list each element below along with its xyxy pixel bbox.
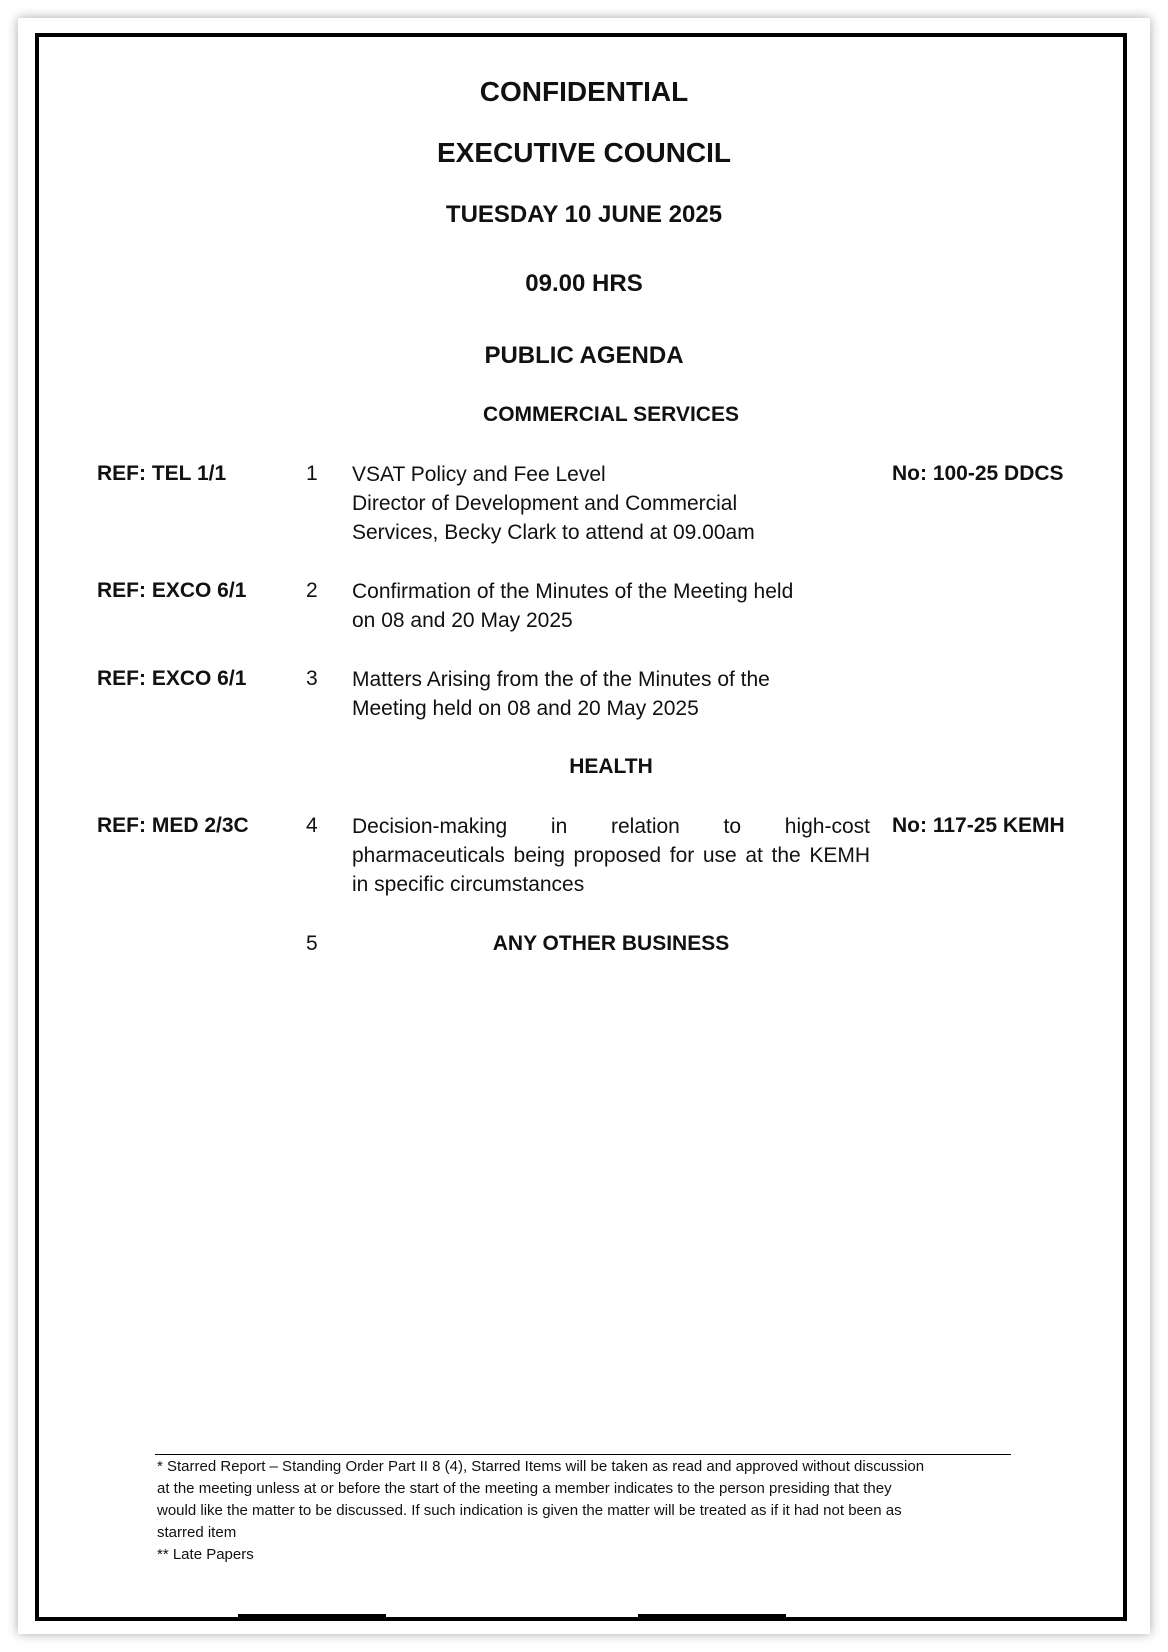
council-heading: EXECUTIVE COUNCIL <box>436 137 732 168</box>
any-other-business-title: ANY OTHER BUSINESS <box>492 932 730 955</box>
meeting-date: TUESDAY 10 JUNE 2025 <box>445 201 723 228</box>
agenda-item-description <box>352 460 870 547</box>
section-health: HEALTH <box>569 755 653 778</box>
description-line: Services, Becky Clark to attend at 09.00am <box>352 521 755 544</box>
footnote-line: starred item <box>157 1524 237 1541</box>
footnote-separator <box>155 1454 1011 1455</box>
agenda-item-number: 1 <box>306 462 318 485</box>
confidential-heading: CONFIDENTIAL <box>479 76 689 107</box>
agenda-item-ref: REF: MED 2/3C <box>97 814 249 837</box>
agenda-item-ref: REF: EXCO 6/1 <box>97 667 247 690</box>
agenda-item-description <box>352 665 870 723</box>
paper-number: No: 100-25 DDCS <box>892 462 1064 485</box>
border-mark <box>238 1614 386 1618</box>
description-line: Confirmation of the Minutes of the Meeting held <box>352 580 794 603</box>
agenda-item-number: 4 <box>306 814 318 837</box>
description-line: Meeting held on 08 and 20 May 2025 <box>352 697 699 720</box>
section-commercial-services: COMMERCIAL SERVICES <box>483 403 739 426</box>
description-line: on 08 and 20 May 2025 <box>352 609 573 632</box>
agenda-item-description <box>352 577 870 635</box>
agenda-item-ref: REF: EXCO 6/1 <box>97 579 247 602</box>
footnote-line: ** Late Papers <box>157 1546 254 1563</box>
description-line: VSAT Policy and Fee Level <box>352 463 606 486</box>
agenda-item-number: 3 <box>306 667 318 690</box>
description-line: Director of Development and Commercial <box>352 492 738 515</box>
border-mark <box>638 1614 786 1618</box>
footnote-line: * Starred Report – Standing Order Part II 8 (4), Starred Items will be taken as read and approved without discussion <box>157 1458 925 1475</box>
footnote-line: at the meeting unless at or before the start of the meeting a member indicates to the person presiding that they <box>157 1480 892 1497</box>
footnote-line: would like the matter to be discussed. If such indication is given the matter will be treated as if it had not been as <box>157 1502 902 1519</box>
agenda-item-ref: REF: TEL 1/1 <box>97 462 227 485</box>
agenda-item-number: 5 <box>306 932 318 955</box>
paper-number: No: 117-25 KEMH <box>892 814 1065 837</box>
agenda-item-description: Decision-making in relation to high-cost pharmaceuticals being proposed for use at the KEMH in specific circumstances <box>352 815 870 896</box>
footnote <box>157 1456 1009 1566</box>
agenda-item-number: 2 <box>306 579 318 602</box>
description-line: Matters Arising from the of the Minutes of the <box>352 668 770 691</box>
agenda-title: PUBLIC AGENDA <box>484 342 684 369</box>
meeting-time: 09.00 HRS <box>525 270 643 297</box>
